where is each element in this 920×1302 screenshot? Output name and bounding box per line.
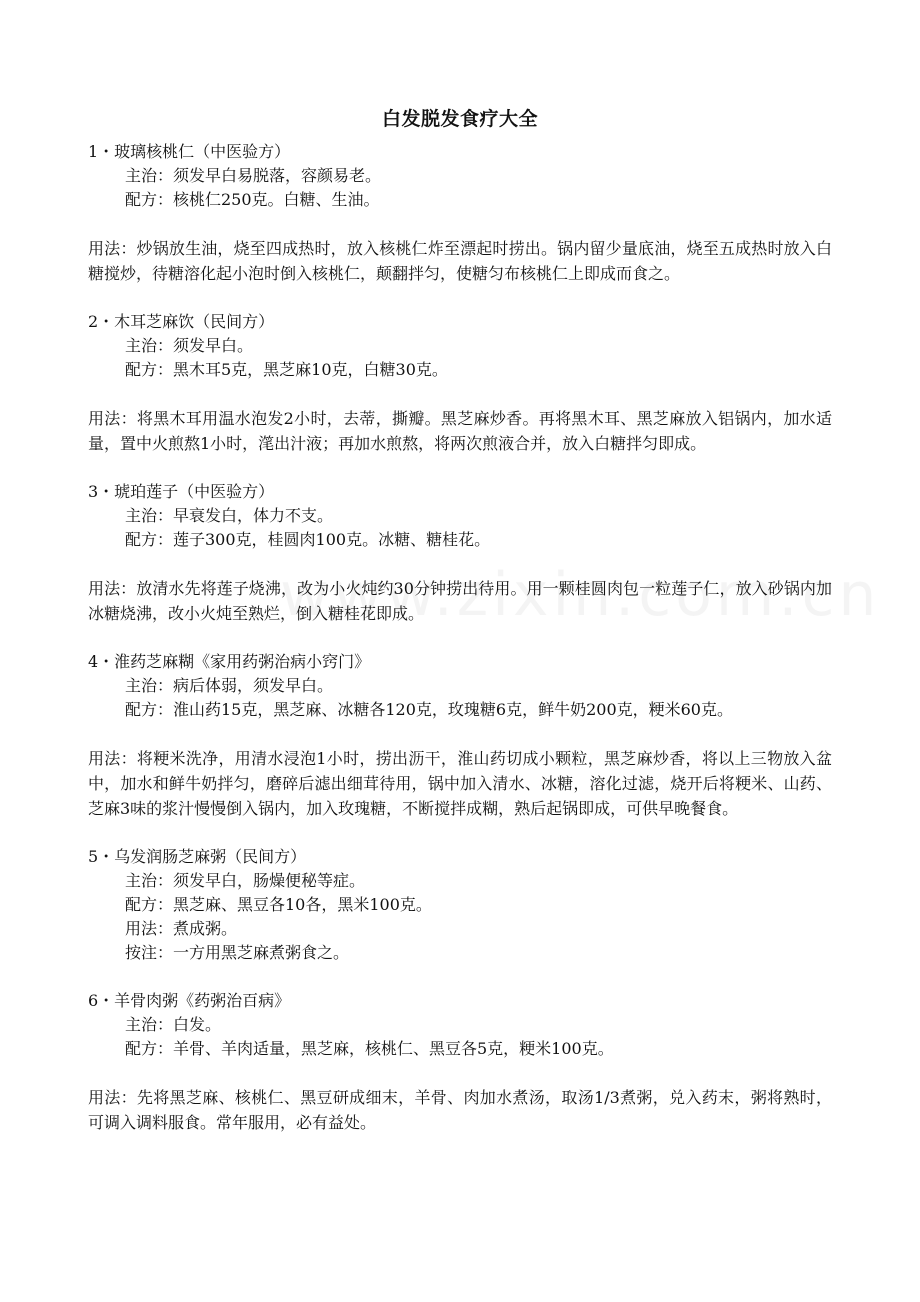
recipe-heading: 3・琥珀莲子（中医验方） <box>88 482 275 501</box>
recipe-usage: 用法：将黑木耳用温水泡发2小时，去蒂，撕瓣。黑芝麻炒香。再将黑木耳、黑芝麻放入铝锅内，加水适量，置中火煎熬1小时，滗出汁液；再加水煎熬，将两次煎液合并，放入白糖拌匀即成。 <box>88 409 832 453</box>
recipe-usage-inline: 用法：煮成粥。 <box>125 919 238 938</box>
recipe-usage: 用法：炒锅放生油，烧至四成热时，放入核桃仁炸至漂起时捞出。锅内留少量底油，烧至五成热时放入白糖搅炒，待糖溶化起小泡时倒入核桃仁，颠翻拌匀，使糖匀布核桃仁上即成而食之。 <box>88 239 832 283</box>
recipe-formula: 配方：黑芝麻、黑豆各10各，黑米100克。 <box>125 895 432 914</box>
recipe-indication: 主治：病后体弱，须发早白。 <box>125 676 334 695</box>
recipe-section-2 <box>88 310 832 456</box>
page-title: 白发脱发食疗大全 <box>381 108 538 130</box>
recipe-indication: 主治：白发。 <box>125 1015 222 1034</box>
recipe-usage: 用法：将粳米洗净，用清水浸泡1小时，捞出沥干，淮山药切成小颗粒，黑芝麻炒香，将以上三物放入盆中，加水和鲜牛奶拌匀，磨碎后滤出细茸待用，锅中加入清水、冰糖，溶化过滤，烧开后将粳米、山药、芝麻3味的浆汁慢慢倒入锅内，加入玫瑰糖，不断搅拌成糊，熟后起锅即成，可供早晚餐食。 <box>88 749 832 818</box>
recipe-formula: 配方：黑木耳5克，黑芝麻10克，白糖30克。 <box>125 360 448 379</box>
recipe-section-6 <box>88 989 832 1135</box>
recipe-formula: 配方：莲子300克，桂圆肉100克。冰糖、糖桂花。 <box>125 530 491 549</box>
recipe-formula: 配方：淮山药15克，黑芝麻、冰糖各120克，玫瑰糖6克，鲜牛奶200克，粳米60克。 <box>125 700 733 719</box>
recipe-heading: 6・羊骨肉粥《药粥治百病》 <box>88 991 291 1010</box>
recipe-usage: 用法：先将黑芝麻、核桃仁、黑豆研成细末，羊骨、肉加水煮汤，取汤1/3煮粥，兑入药末，粥将熟时，可调入调料服食。常年服用，必有益处。 <box>88 1088 832 1132</box>
recipe-list <box>88 140 832 1135</box>
recipe-indication: 主治：须发早白易脱落，容颜易老。 <box>125 166 382 185</box>
recipe-section-1 <box>88 140 832 286</box>
recipe-indication: 主治：须发早白，肠燥便秘等症。 <box>125 871 366 890</box>
recipe-indication: 主治：须发早白。 <box>125 336 254 355</box>
recipe-section-5 <box>88 845 832 965</box>
recipe-heading: 5・乌发润肠芝麻粥（民间方） <box>88 847 307 866</box>
recipe-indication: 主治：早衰发白，体力不支。 <box>125 506 334 525</box>
recipe-note: 按注：一方用黑芝麻煮粥食之。 <box>125 943 350 962</box>
recipe-heading: 1・玻璃核桃仁（中医验方） <box>88 142 291 161</box>
recipe-section-3 <box>88 480 832 626</box>
recipe-section-4 <box>88 650 832 821</box>
recipe-formula: 配方：羊骨、羊肉适量，黑芝麻，核桃仁、黑豆各5克，粳米100克。 <box>125 1039 614 1058</box>
recipe-heading: 4・淮药芝麻糊《家用药粥治病小窍门》 <box>88 652 371 671</box>
recipe-usage: 用法：放清水先将莲子烧沸，改为小火炖约30分钟捞出待用。用一颗桂圆肉包一粒莲子仁，放入砂锅内加冰糖烧沸，改小火炖至熟烂，倒入糖桂花即成。 <box>88 579 832 623</box>
recipe-heading: 2・木耳芝麻饮（民间方） <box>88 312 275 331</box>
recipe-formula: 配方：核桃仁250克。白糖、生油。 <box>125 190 380 209</box>
